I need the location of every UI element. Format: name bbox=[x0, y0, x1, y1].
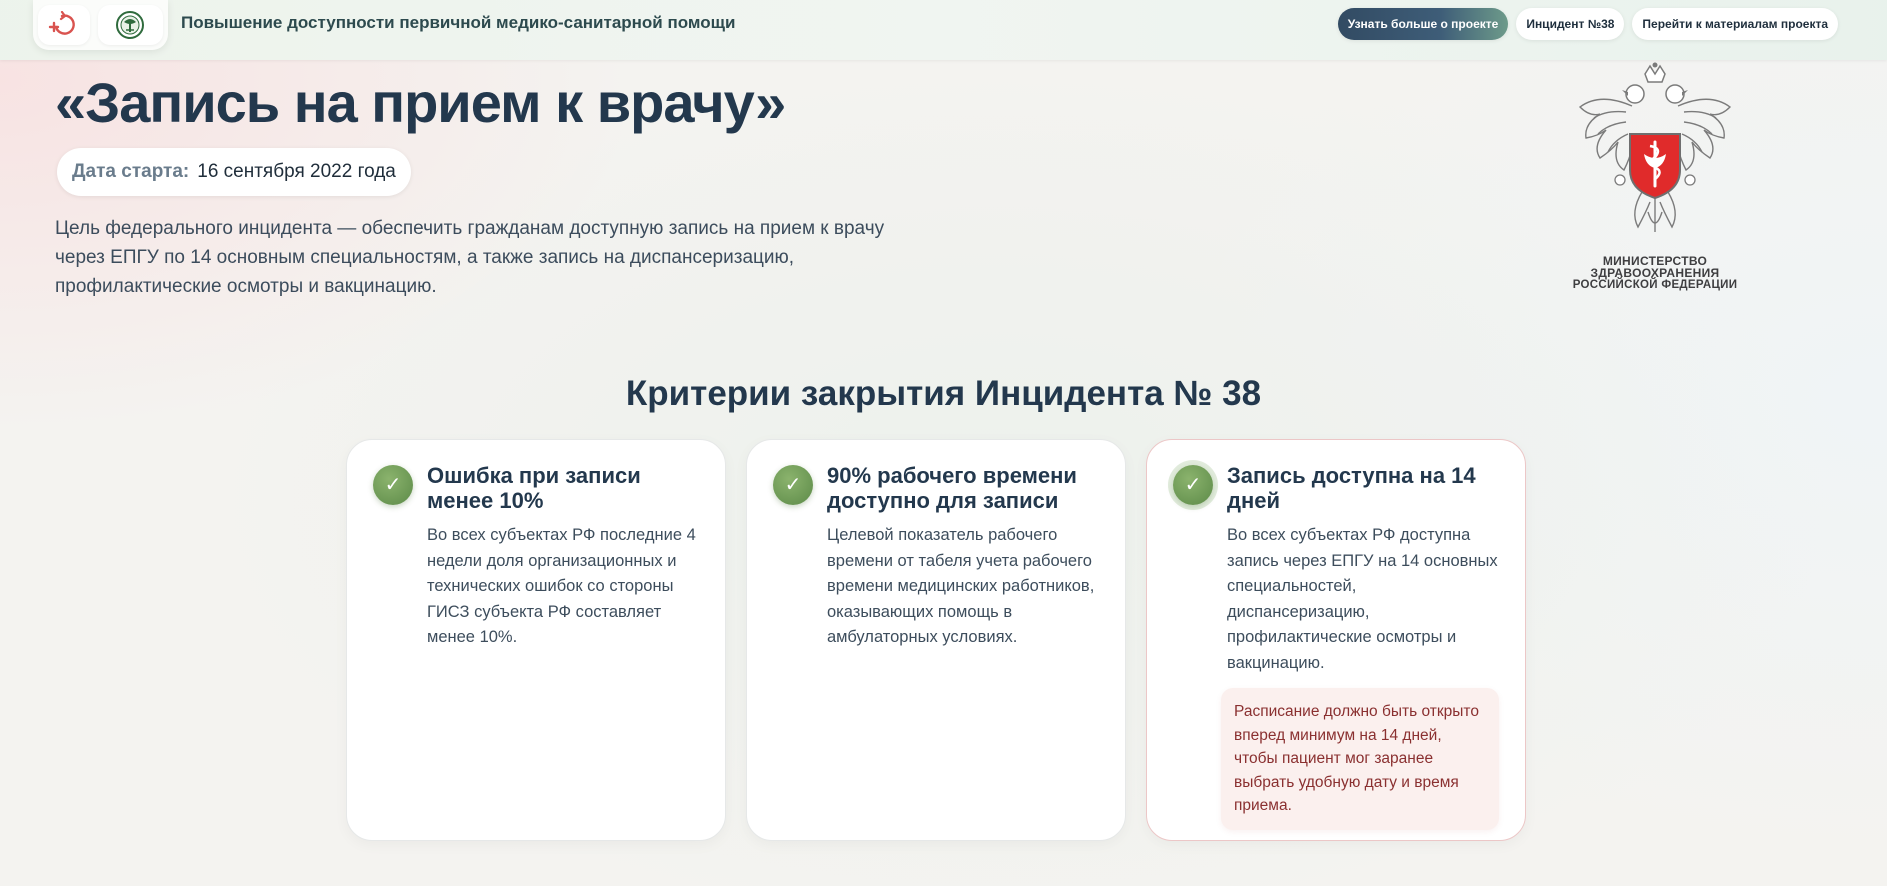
page-title: «Запись на прием к врачу» bbox=[55, 71, 786, 134]
start-date-label: Дата старта: bbox=[72, 161, 190, 182]
start-date-badge bbox=[57, 148, 411, 196]
card-body bbox=[827, 463, 1102, 651]
project-title: Повышение доступности первичной медико-санитарной помощи bbox=[181, 13, 736, 32]
project-materials-link[interactable]: Перейти к материалам проекта bbox=[1632, 8, 1838, 40]
incident-38-link[interactable]: Инцидент №38 bbox=[1516, 8, 1624, 40]
start-date-value: 16 сентября 2022 года bbox=[197, 161, 396, 182]
criteria-cards bbox=[346, 439, 1526, 841]
schedule-note: Расписание должно быть открыто вперед минимум на 14 дней, чтобы пациент мог заранее выбрать удобную дату и время приема. bbox=[1221, 688, 1499, 830]
card-title: Ошибка при записи менее 10% bbox=[427, 463, 641, 513]
card-text: Во всех субъектах РФ последние 4 недели доля организационных и технических ошибок со стороны ГИСЗ субъекта РФ составляет менее 10%. bbox=[427, 526, 696, 646]
top-bar bbox=[0, 0, 1887, 60]
check-icon: ✓ bbox=[1173, 465, 1213, 505]
card-text: Во всех субъектах РФ доступна запись через ЕПГУ на 14 основных специальностей, диспансеризацию, профилактические осмотры и вакцинацию. bbox=[1227, 526, 1498, 672]
card-title: Запись доступна на 14 дней bbox=[1227, 463, 1476, 513]
logo-group bbox=[33, 0, 168, 50]
card-body bbox=[427, 463, 702, 651]
card-text: Целевой показатель рабочего времени от табеля учета рабочего времени медицинских работников, оказывающих помощь в амбулаторных условиях. bbox=[827, 526, 1095, 646]
learn-more-button[interactable]: Узнать больше о проекте bbox=[1338, 8, 1509, 40]
card-body bbox=[1227, 463, 1502, 830]
ministry-logo bbox=[1565, 62, 1745, 291]
ministry-name-line: ЗДРАВООХРАНЕНИЯ bbox=[1590, 266, 1720, 280]
check-icon: ✓ bbox=[373, 465, 413, 505]
hero-description: Цель федерального инцидента — обеспечить гражданам доступную запись на прием к врачу через ЕПГУ по 14 основным специальностям, а также запись на диспансеризацию, профилактические осмотры и вакцинацию. bbox=[55, 218, 885, 297]
top-nav bbox=[1338, 8, 1838, 40]
emblem-green-icon bbox=[115, 10, 145, 40]
ministry-emblem-icon bbox=[1570, 62, 1740, 242]
criteria-card bbox=[746, 439, 1126, 841]
ministry-name-line: МИНИСТЕРСТВО bbox=[1602, 254, 1708, 268]
home-logo-button[interactable] bbox=[38, 5, 90, 45]
check-icon: ✓ bbox=[773, 465, 813, 505]
card-title: 90% рабочего времени доступно для записи bbox=[827, 463, 1077, 513]
refresh-cross-icon bbox=[48, 11, 80, 39]
ministry-name-line: РОССИЙСКОЙ ФЕДЕРАЦИИ bbox=[1572, 279, 1738, 291]
criteria-title: Критерии закрытия Инцидента № 38 bbox=[625, 374, 1262, 413]
criteria-card bbox=[346, 439, 726, 841]
criteria-card-highlighted bbox=[1146, 439, 1526, 841]
ministry-name bbox=[1565, 255, 1745, 291]
partner-logo-button[interactable] bbox=[98, 5, 163, 45]
